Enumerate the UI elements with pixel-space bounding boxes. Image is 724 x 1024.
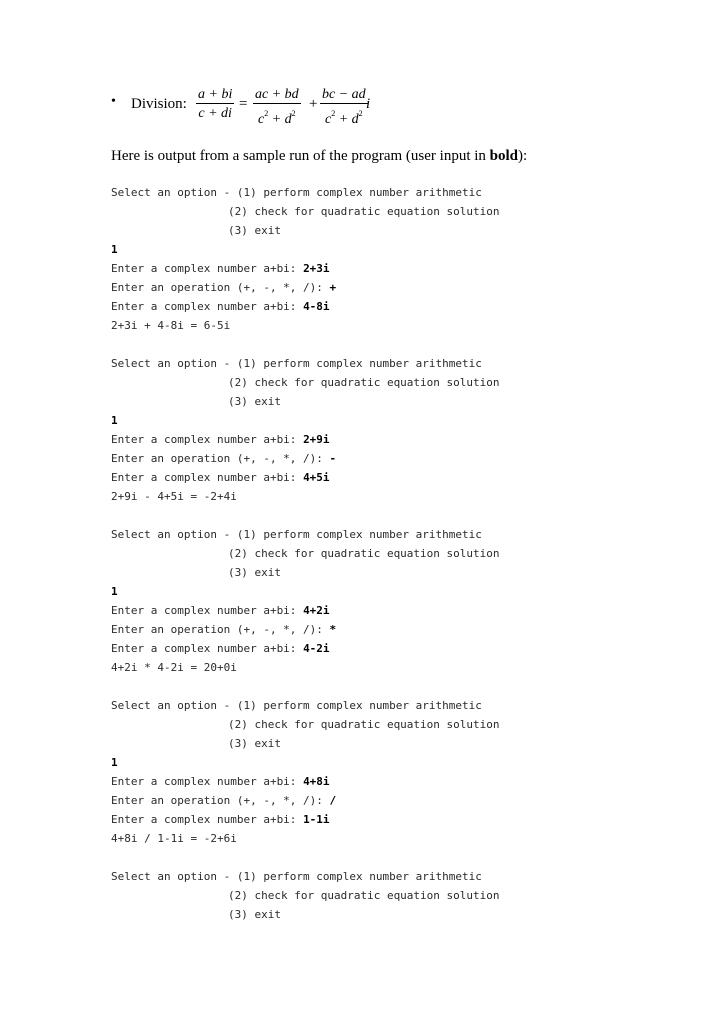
real-denominator: $c^2 + d^2$ [253, 103, 301, 129]
result-line: 4+8i / 1-1i = -2+6i [111, 832, 237, 845]
user-choice: 1 [111, 756, 118, 769]
console-output [111, 183, 711, 924]
prompt-line: Enter an operation (+, -, *, /): / [111, 794, 337, 807]
bold-word: bold [489, 148, 519, 164]
user-input: + [329, 281, 337, 294]
user-input: 4-8i [303, 300, 330, 313]
prompt-line: Enter an operation (+, -, *, /): + [111, 281, 337, 294]
menu-line: Select an option - (1) perform complex number arithmetic [111, 528, 482, 541]
imaginary-unit: i [366, 96, 371, 112]
user-choice: 1 [111, 243, 118, 256]
prompt-line: Enter an operation (+, -, *, /): - [111, 452, 337, 465]
blank-line [111, 848, 711, 867]
prompt-line: Enter a complex number a+bi: 4-2i [111, 642, 330, 655]
menu-option: (3) exit [228, 908, 281, 921]
blank-line [111, 677, 711, 696]
bullet-icon: • [111, 94, 116, 109]
menu-option: (2) check for quadratic equation solution [228, 718, 500, 731]
prompt-line: Enter a complex number a+bi: 4-8i [111, 300, 330, 313]
imag-denominator: $c^2 + d^2$ [320, 103, 368, 129]
user-input: 4+8i [303, 775, 330, 788]
menu-option: (2) check for quadratic equation solution [228, 889, 500, 902]
prompt-line: Enter a complex number a+bi: 2+9i [111, 433, 330, 446]
user-choice: 1 [111, 585, 118, 598]
user-input: * [329, 623, 337, 636]
lhs-numerator: a + bi [198, 87, 233, 102]
prompt-line: Enter an operation (+, -, *, /): * [111, 623, 337, 636]
menu-line: Select an option - (1) perform complex number arithmetic [111, 870, 482, 883]
menu-option: (2) check for quadratic equation solution [228, 376, 500, 389]
result-line: 4+2i * 4-2i = 20+0i [111, 661, 237, 674]
prompt-line: Enter a complex number a+bi: 4+8i [111, 775, 330, 788]
user-input: - [329, 452, 337, 465]
user-input: 1-1i [303, 813, 330, 826]
menu-line: Select an option - (1) perform complex number arithmetic [111, 699, 482, 712]
user-input: / [329, 794, 337, 807]
prompt-line: Enter a complex number a+bi: 2+3i [111, 262, 330, 275]
prompt-line: Enter a complex number a+bi: 4+2i [111, 604, 330, 617]
blank-line [111, 506, 711, 525]
prompt-line: Enter a complex number a+bi: 1-1i [111, 813, 330, 826]
lhs-fraction [196, 86, 234, 123]
user-input: 4+5i [303, 471, 330, 484]
menu-option: (2) check for quadratic equation solution [228, 205, 500, 218]
user-input: 4-2i [303, 642, 330, 655]
menu-line: Select an option - (1) perform complex number arithmetic [111, 186, 482, 199]
user-input: 4+2i [303, 604, 330, 617]
result-line: 2+9i - 4+5i = -2+4i [111, 490, 237, 503]
lhs-denominator: c + di [196, 103, 234, 123]
menu-option: (3) exit [228, 737, 281, 750]
imag-numerator: bc − ad [322, 87, 366, 102]
menu-option: (2) check for quadratic equation solution [228, 547, 500, 560]
blank-line [111, 335, 711, 354]
result-line: 2+3i + 4-8i = 6-5i [111, 319, 231, 332]
menu-option: (3) exit [228, 224, 281, 237]
user-input: 2+9i [303, 433, 330, 446]
imag-fraction [320, 86, 371, 129]
intro-text: Here is output from a sample run of the program (user input in bold): [111, 148, 528, 164]
menu-line: Select an option - (1) perform complex number arithmetic [111, 357, 482, 370]
prompt-line: Enter a complex number a+bi: 4+5i [111, 471, 330, 484]
user-choice: 1 [111, 414, 118, 427]
user-input: 2+3i [303, 262, 330, 275]
menu-option: (3) exit [228, 395, 281, 408]
real-numerator: ac + bd [255, 87, 299, 102]
plus-sign: + [309, 96, 318, 112]
equals-sign: = [239, 96, 248, 112]
real-fraction [253, 86, 301, 129]
formula-label: Division: [131, 96, 187, 112]
menu-option: (3) exit [228, 566, 281, 579]
